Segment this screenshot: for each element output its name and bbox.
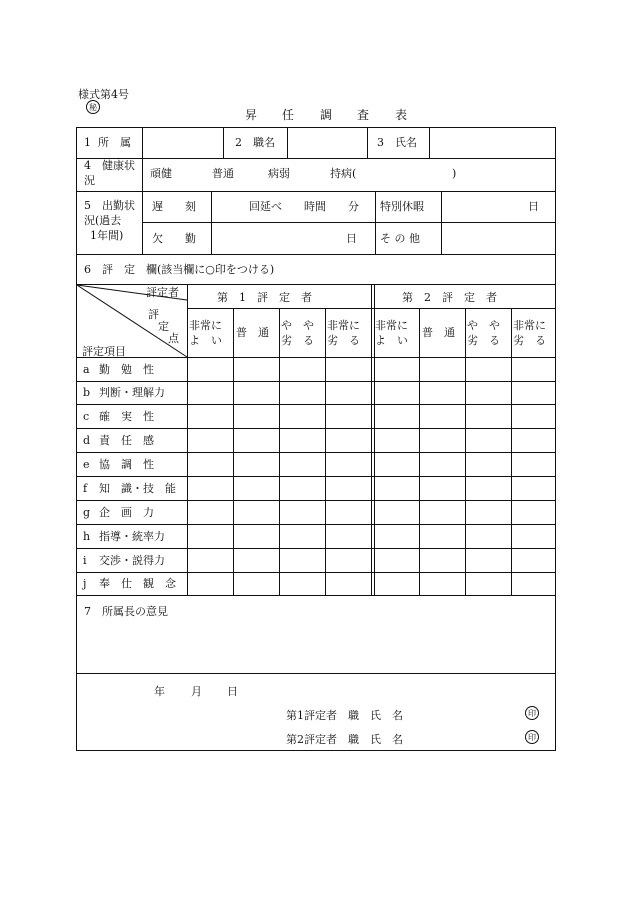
scale2-normal: 普 通 <box>422 326 455 339</box>
item-e-key: e <box>83 458 90 471</box>
item-d-key: d <box>83 434 91 447</box>
seal-icon-1: 印 <box>525 706 539 720</box>
rater1-header: 第 1 評 定 者 <box>217 291 312 304</box>
shozoku-num: 1 <box>84 136 91 149</box>
item-d-label: 責 任 感 <box>99 434 154 447</box>
scale2-very-poor-l1: 非常に <box>513 319 546 332</box>
item-c-key: c <box>83 410 90 423</box>
item-g-key: g <box>83 506 91 519</box>
item-j-key: j <box>83 577 87 590</box>
special-leave-label: 特別休暇 <box>380 200 424 213</box>
shimei-label: 3 氏名 <box>377 136 417 149</box>
header-score-2: 定 <box>158 320 169 333</box>
scale1-normal: 普 通 <box>236 326 269 339</box>
rater2-sign-label: 第2評定者 職 氏 名 <box>286 733 403 746</box>
health-option-weak: 病弱 <box>268 167 290 180</box>
item-a-label: 勤 勉 性 <box>99 363 154 376</box>
absence-unit: 日 <box>346 232 357 245</box>
absence-label: 欠 勤 <box>152 232 196 245</box>
rater2-header: 第 2 評 定 者 <box>402 291 497 304</box>
health-close-paren: ) <box>452 167 457 180</box>
scale1-slightly-poor-l1: や や <box>281 319 314 332</box>
title-char-1: 昇 <box>245 108 258 122</box>
attendance-label-line3: 1年間) <box>90 229 124 242</box>
item-i-key: i <box>83 554 87 567</box>
scale1-very-poor-l2: 劣 る <box>327 334 360 347</box>
attendance-label-line1: 5 出勤状 <box>84 199 135 212</box>
health-option-robust: 頑健 <box>150 167 172 180</box>
evaluation-section-title: 6 評 定 欄(該当欄に○印をつける) <box>84 263 275 276</box>
title-char-5: 表 <box>395 108 408 122</box>
shozoku-label: 所 属 <box>98 136 131 149</box>
title-char-3: 調 <box>320 108 333 122</box>
item-h-label: 指導・統率力 <box>99 530 165 543</box>
item-c-label: 確 実 性 <box>99 410 154 423</box>
item-h-key: h <box>83 530 91 543</box>
special-leave-unit: 日 <box>528 200 539 213</box>
item-i-label: 交渉・説得力 <box>99 554 165 567</box>
header-score-3: 点 <box>168 332 179 345</box>
scale1-slightly-poor-l2: 劣 る <box>281 334 314 347</box>
item-f-key: f <box>83 482 88 495</box>
shokumei-label: 2 職名 <box>235 136 275 149</box>
item-b-key: b <box>83 386 91 399</box>
scale1-very-good-l1: 非常に <box>189 319 222 332</box>
date-day: 日 <box>227 685 238 698</box>
scale1-very-poor-l1: 非常に <box>327 319 360 332</box>
late-label: 遅 刻 <box>152 200 196 213</box>
scale2-slightly-poor-l2: 劣 る <box>467 334 500 347</box>
form-number: 様式第4号 <box>78 88 129 101</box>
scale1-very-good-l2: よ い <box>189 334 222 347</box>
rater1-sign-label: 第1評定者 職 氏 名 <box>286 709 403 722</box>
item-a-key: a <box>83 363 90 376</box>
scale2-slightly-poor-l1: や や <box>467 319 500 332</box>
title-char-4: 査 <box>357 108 370 122</box>
health-option-normal: 普通 <box>212 167 234 180</box>
scale2-very-good-l1: 非常に <box>375 319 408 332</box>
opinion-label: 7 所属長の意見 <box>84 605 168 618</box>
header-score-1: 評 <box>148 308 159 321</box>
date-month: 月 <box>191 685 202 698</box>
item-g-label: 企 画 力 <box>99 506 154 519</box>
item-j-label: 奉 仕 観 念 <box>99 577 176 590</box>
attendance-label-line2: 況(過去 <box>84 214 122 227</box>
health-label-line1: 4 健康状 <box>84 159 135 172</box>
header-rater: 評定者 <box>146 286 179 299</box>
seal-icon-2: 印 <box>525 730 539 744</box>
secret-mark-icon: 秘 <box>86 100 100 114</box>
other-label: そ の 他 <box>380 232 420 245</box>
title-char-2: 任 <box>282 108 295 122</box>
health-option-chronic: 持病( <box>330 167 357 180</box>
late-count: 回延べ 時間 分 <box>249 200 359 213</box>
header-item: 評定項目 <box>82 345 126 358</box>
scale2-very-poor-l2: 劣 る <box>513 334 546 347</box>
item-e-label: 協 調 性 <box>99 458 154 471</box>
item-b-label: 判断・理解力 <box>99 386 165 399</box>
health-label-line2: 況 <box>84 174 95 187</box>
item-f-label: 知 識・技 能 <box>99 482 176 495</box>
scale2-very-good-l2: よ い <box>375 334 408 347</box>
date-year: 年 <box>154 685 165 698</box>
